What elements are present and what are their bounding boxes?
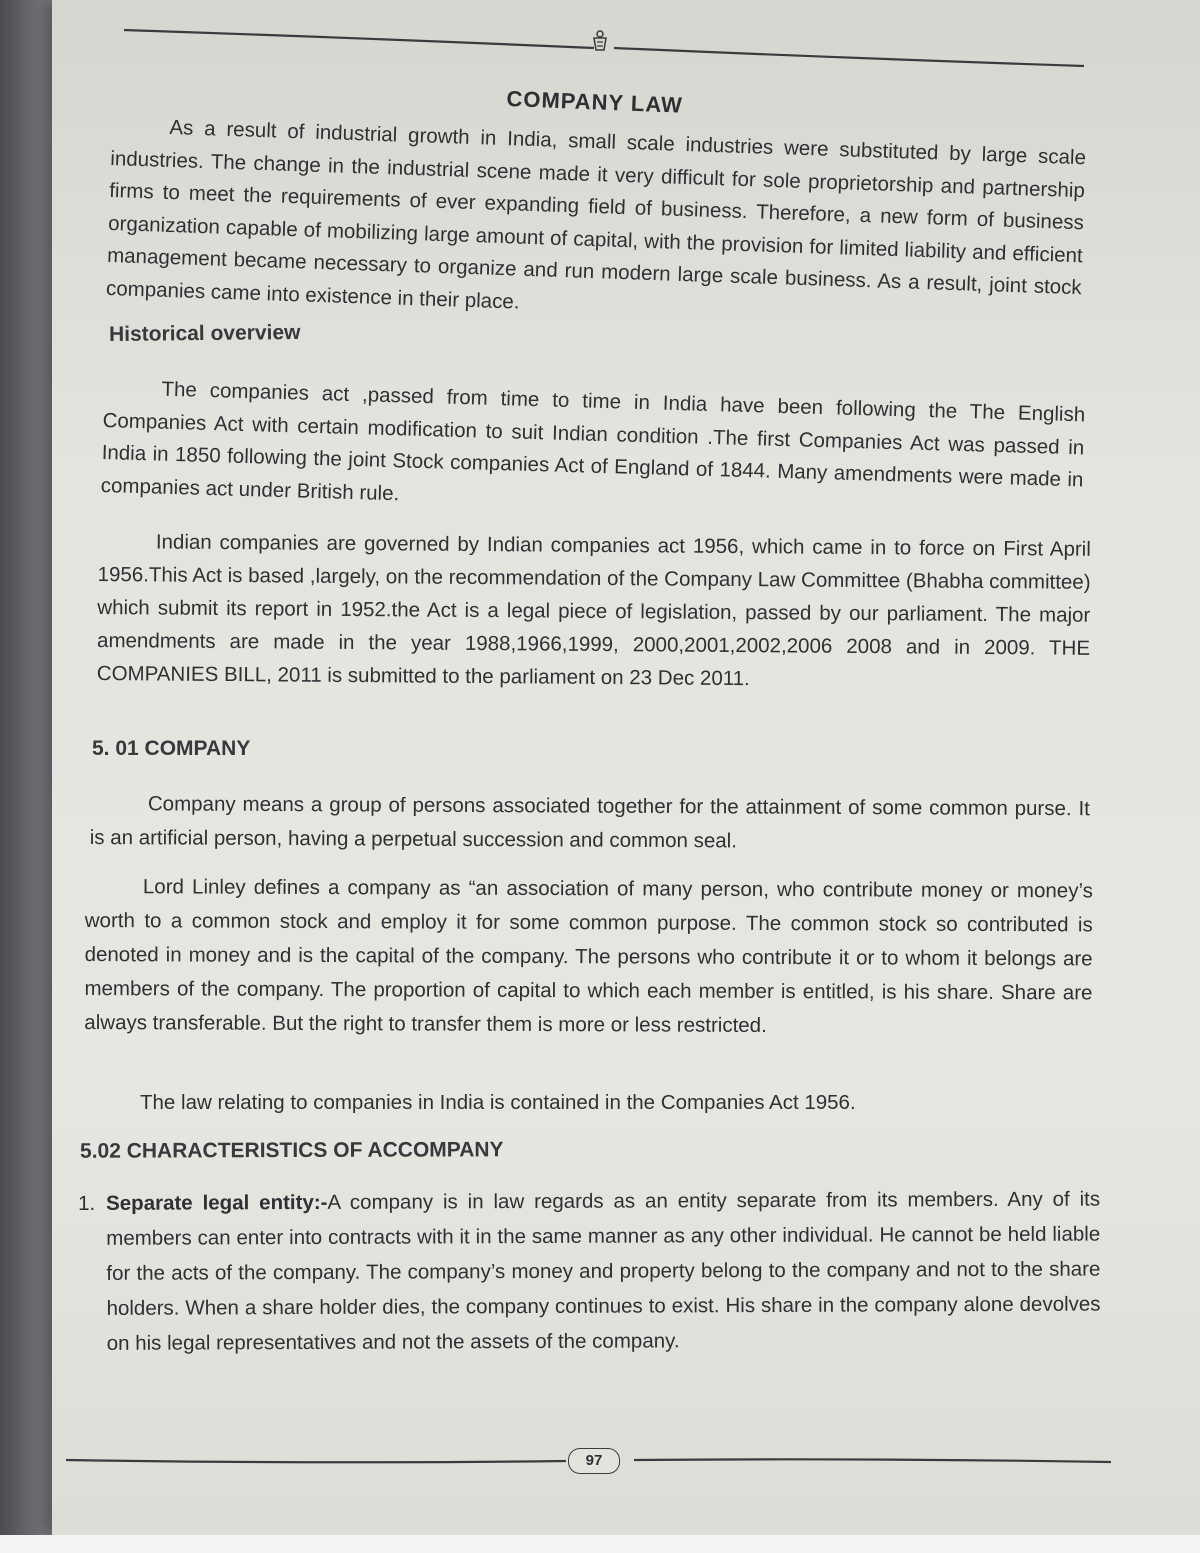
characteristics-list bbox=[78, 1182, 1101, 1361]
page-number: 97 bbox=[568, 1448, 620, 1474]
history-text: The companies act ,passed from time to time in India have been following the The English Companies Act with certain modification to suit Indian condition .The first Companies Act was passed in India in 1850 following the joint Stock companies Act of England of 1844. Many amendments were made in companies act under British rule. bbox=[100, 377, 1086, 505]
intro-text: As a result of industrial growth in India, small scale industries were substituted by large scale industries. The change in the industrial scene made it very difficult for sole proprietorship and partnership firms to meet the requirements of ever expanding field of business. Therefore, a new form of business organization capable of mobilizing large amount of capital, with the provision for limited liability and efficient management became necessary to organize and run modern large scale business. As a result, joint stock companies came into existence in their place. bbox=[105, 115, 1087, 314]
company-definition-text: Company means a group of persons associated together for the attainment of some common purse. It is an artificial person, having a perpetual succession and common seal. bbox=[89, 792, 1090, 853]
indian-companies-paragraph bbox=[97, 525, 1091, 698]
linley-definition-paragraph bbox=[84, 870, 1093, 1044]
company-definition-paragraph bbox=[90, 787, 1090, 860]
list-item-term: Separate legal entity:- bbox=[106, 1190, 328, 1215]
book-page bbox=[52, 0, 1200, 1535]
bottom-margin bbox=[0, 1535, 1200, 1553]
law-reference-paragraph bbox=[82, 1087, 1092, 1119]
page-title: COMPANY LAW bbox=[506, 86, 684, 118]
linley-definition-text: Lord Linley defines a company as “an association of many person, who contribute money or money’s worth to a common stock and employ it for some common purpose. The common stock so contributed is denoted in money and is the capital of the company. The persons who contribute it or to whom it belongs are members of the company. The proportion of capital to which each member is entitled, is his share. Share are always transferable. But the right to transfer them is more or less restricted. bbox=[84, 875, 1093, 1037]
law-reference-text: The law relating to companies in India is contained in the Companies Act 1956. bbox=[140, 1091, 856, 1114]
list-item-number: 1. bbox=[78, 1191, 96, 1215]
section-501-heading: 5. 01 COMPANY bbox=[92, 737, 251, 760]
list-item-text: A company is in law regards as an entity separate from its members. Any of its members can enter into contracts with it in the same manner as any other individual. He cannot be held liable for the acts of the company. The company’s money and property belong to the company and not to the share holders. When a share holder dies, the company continues to exist. His share in the company alone devolves on his legal representatives and not the assets of the company. bbox=[106, 1187, 1101, 1355]
history-paragraph bbox=[100, 372, 1085, 529]
indian-companies-text: Indian companies are governed by Indian companies act 1956, which came in to force on First April 1956.This Act is based ,largely, on the recommendation of the Company Law Committee (Bhabha committee) which submit its report in 1952.the Act is a legal piece of legislation, passed by our parliament. The major amendments are made in the year 1988,1966,1999, 2000,2001,2002,2006 2008 and in 2009. THE COMPANIES BILL, 2011 is submitted to the parliament on 23 Dec 2011. bbox=[96, 530, 1091, 691]
list-item-body bbox=[106, 1182, 1101, 1361]
list-item bbox=[78, 1182, 1101, 1361]
ornament-icon bbox=[588, 28, 612, 54]
section-502-heading: 5.02 CHARACTERISTICS OF ACCOMPANY bbox=[79, 1138, 504, 1163]
intro-paragraph bbox=[106, 110, 1087, 337]
historical-overview-heading: Historical overview bbox=[108, 320, 301, 347]
